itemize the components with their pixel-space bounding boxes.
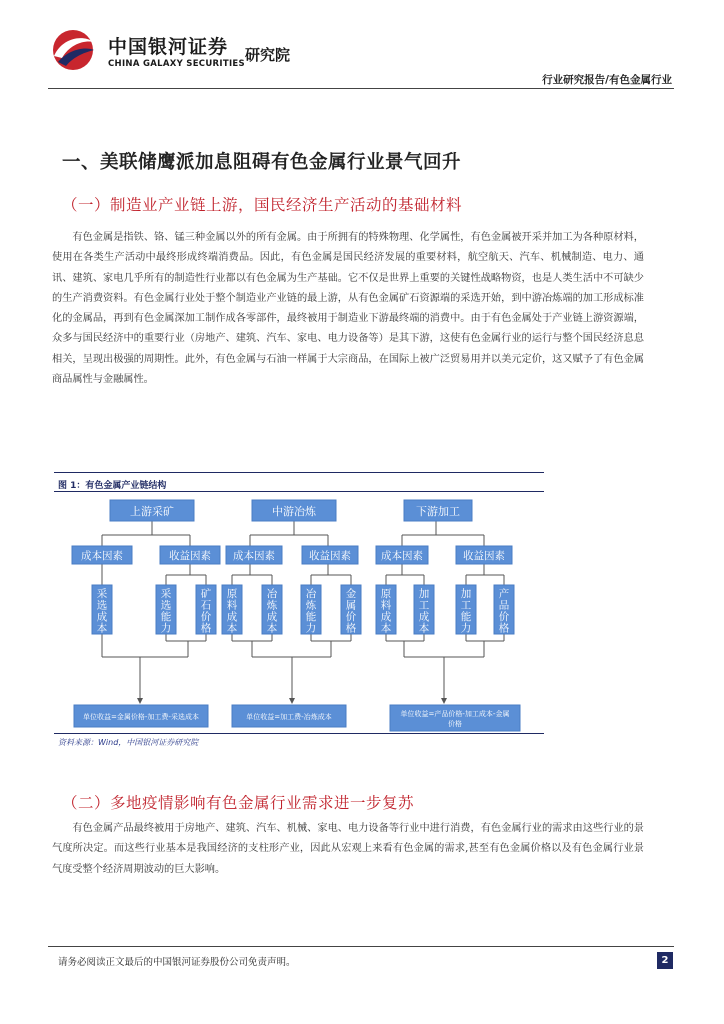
header-divider: [48, 88, 674, 89]
brand-name-cn: 中国银河证券: [108, 36, 229, 58]
galaxy-logo-icon: [48, 28, 98, 72]
body-paragraph-2: 有色金属产品最终被用于房地产、建筑、汽车、机械、家电、电力设备等行业中进行消费，有色金属行业的需求由这些行业的景气度所决定。而这些行业基本是我国经济的支柱形产业，因此从宏观上来看有色金属的需求,甚至有色金属价格以及有色金属行业景气度受整个经济周期波动的巨大影响。: [52, 823, 644, 875]
leaf-label: 冶炼能力: [305, 588, 317, 635]
figure-title: 图 1：有色金属产业链结构: [58, 481, 167, 491]
factor-label-revenue: 收益因素: [169, 550, 211, 562]
subsection-title-1: （一）制造业产业链上游，国民经济生产活动的基础材料: [62, 196, 463, 214]
factor-label-cost: 成本因素: [81, 550, 123, 562]
page-number: 2: [657, 952, 673, 969]
stage-label-midstream: 中游冶炼: [272, 505, 316, 518]
leaf-label: 采选成本: [96, 588, 108, 635]
leaf-label: 原料成本: [380, 588, 392, 635]
formula-text-midstream: 单位收益=加工费-冶炼成本: [246, 713, 332, 721]
stage-label-downstream: 下游加工: [416, 505, 460, 518]
institute-label: 研究院: [245, 46, 291, 64]
formula-text-downstream-line2: 价格: [448, 720, 462, 728]
factor-label-cost: 成本因素: [381, 550, 423, 562]
leaf-label: 加工能力: [460, 588, 472, 635]
leaf-label: 采选能力: [160, 588, 172, 635]
formula-text-downstream-line1: 单位收益=产品价格-加工成本-金属: [400, 710, 510, 718]
footer-divider: [48, 946, 674, 947]
stage-label-upstream: 上游采矿: [130, 505, 174, 518]
leaf-label: 金属价格: [345, 588, 357, 635]
arrow-down-icon: [289, 698, 295, 704]
footer-disclaimer: 请务必阅读正文最后的中国银河证券股份公司免责声明。: [58, 957, 296, 968]
report-type-label: 行业研究报告/有色金属行业: [542, 74, 672, 86]
factor-label-revenue: 收益因素: [309, 550, 351, 562]
arrow-down-icon: [137, 698, 143, 704]
leaf-label: 原料成本: [226, 588, 238, 635]
leaf-label: 冶炼成本: [266, 588, 278, 635]
factor-label-cost: 成本因素: [233, 550, 275, 562]
formula-text-upstream: 单位收益=金属价格-加工费-采选成本: [83, 713, 199, 721]
figure-source: 资料来源：Wind，中国银河证券研究院: [58, 738, 199, 747]
leaf-boxes: [92, 585, 514, 635]
leaf-label: 产品价格: [498, 588, 510, 635]
brand-name-en: CHINA GALAXY SECURITIES: [108, 59, 245, 69]
subsection-title-2: （二）多地疫情影响有色金属行业需求进一步复苏: [62, 794, 415, 812]
figure-top-rule: [54, 472, 544, 473]
leaf-label: 加工成本: [418, 588, 430, 635]
body-paragraph-1: 有色金属是指铁、铬、锰三种金属以外的所有金属。由于所拥有的特殊物理、化学属性，有色金属被开采并加工为各种原材料，使用在各类生产活动中最终形成终端消费品。因此，有色金属是国民经济发展的重要材料，航空航天、汽车、机械制造、电力、通讯、建筑、家电几乎所有的制造性行业都以有色金属为生产基础。它不仅是世界上重要的关键性战略物资，也是人类生活中不可缺少的生产消费资料。有色金属行业处于整个制造业产业链的最上游，从有色金属矿石资源端的采选开始，到中游冶炼端的加工形成标准化的金属品，再到有色金属深加工制作成各零部件，最终被用于制造业下游最终端的消费中。由于有色金属处于产业链上游资源端，众多与国民经济中的重要行业（房地产、建筑、汽车、家电、电力设备等）是其下游，这使有色金属行业的运行与整个国民经济息息相关，呈现出极强的周期性。此外，有色金属与石油一样属于大宗商品，在国际上被广泛贸易用并以美元定价，这又赋予了有色金属商品属性与金融属性。: [52, 232, 644, 386]
figure-bottom-rule: [54, 733, 544, 734]
section-title: 一、美联储鹰派加息阻碍有色金属行业景气回升: [62, 152, 462, 173]
leaf-label: 矿石价格: [200, 588, 212, 635]
arrow-down-icon: [441, 698, 447, 704]
factor-label-revenue: 收益因素: [463, 550, 505, 562]
industry-chain-diagram: [54, 491, 544, 733]
